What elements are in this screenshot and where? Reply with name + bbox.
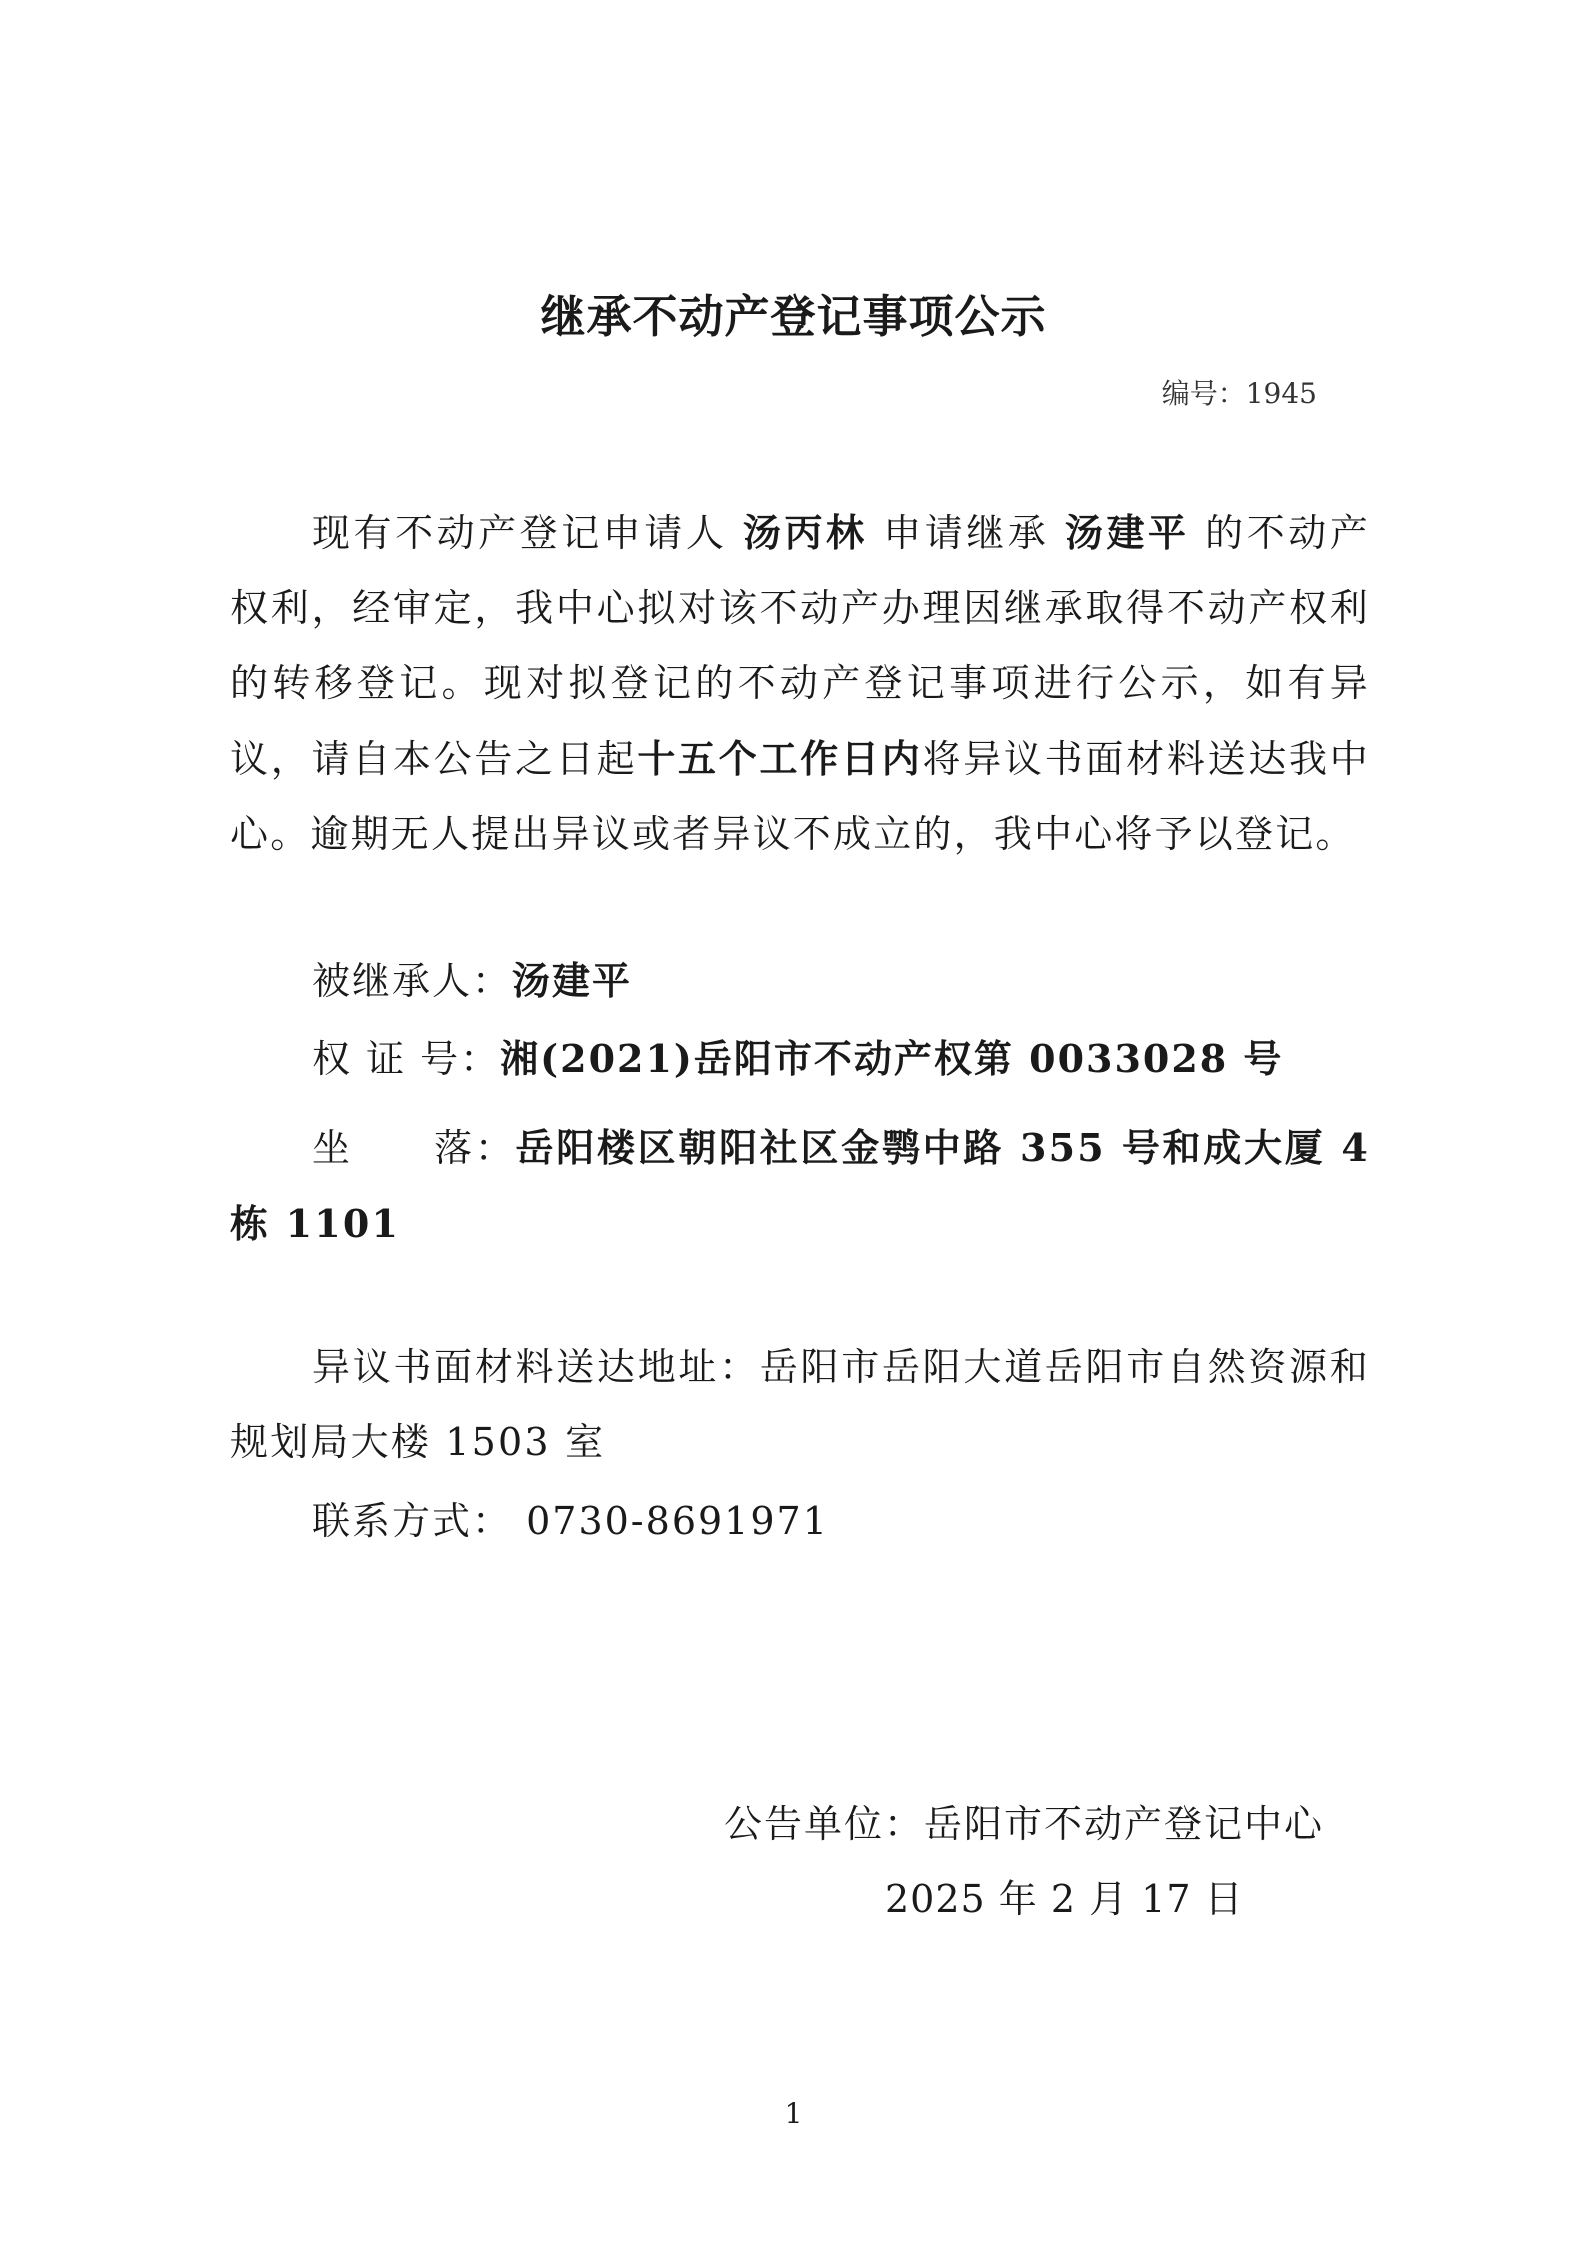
notice-text-mid: 申请继承 [867, 511, 1065, 555]
decedent-value: 汤建平 [512, 958, 633, 1003]
notice-paragraph [230, 495, 1370, 872]
notice-text-prefix: 现有不动产登记申请人 [312, 511, 743, 555]
certificate-value: 湘(2021)岳阳市不动产权第 0033028 号 [500, 1036, 1284, 1081]
decedent-name: 汤建平 [1064, 510, 1190, 555]
serial-number: 编号：1945 [1161, 377, 1317, 410]
certificate-label: 权 证 号： [312, 1037, 501, 1081]
issue-date: 2025 年 2 月 17 日 [885, 1877, 1244, 1921]
contact-line [312, 1490, 829, 1545]
objection-address [230, 1330, 1370, 1480]
applicant-name: 汤丙林 [742, 510, 868, 555]
decedent-label: 被继承人： [312, 959, 513, 1003]
notice-text-rest: 的不动产权利，经审定，我中心拟对该不动产办理因继承取得不动产权利的转移登记。现对拟登记的不动产登记事项进行公示，如有异议，请自本公告之日起 [230, 511, 1370, 781]
contact-label: 联系方式： [312, 1499, 513, 1543]
location-line [230, 1110, 1370, 1261]
objection-address-value: 岳阳市岳阳大道岳阳市自然资源和规划局大楼 1503 室 [230, 1345, 1370, 1464]
objection-address-label: 异议书面材料送达地址： [312, 1345, 760, 1389]
contact-value: 0730-8691971 [512, 1499, 829, 1543]
decedent-line [312, 950, 632, 1005]
issuer-signature: 公告单位：岳阳市不动产登记中心 [724, 1802, 1325, 1846]
location-value: 岳阳楼区朝阳社区金鹗中路 355 号和成大厦 4 栋 1101 [230, 1125, 1370, 1246]
notice-text-end: 将异议书面材料送达我中心。逾期无人提出异议或者异议不成立的，我中心将予以登记。 [230, 737, 1370, 856]
certificate-line [312, 1028, 1283, 1083]
document-title: 继承不动产登记事项公示 [540, 290, 1047, 343]
page-number: 1 [784, 2097, 803, 2130]
location-label: 坐 落： [312, 1126, 516, 1170]
deadline-text: 十五个工作日内 [637, 736, 923, 781]
